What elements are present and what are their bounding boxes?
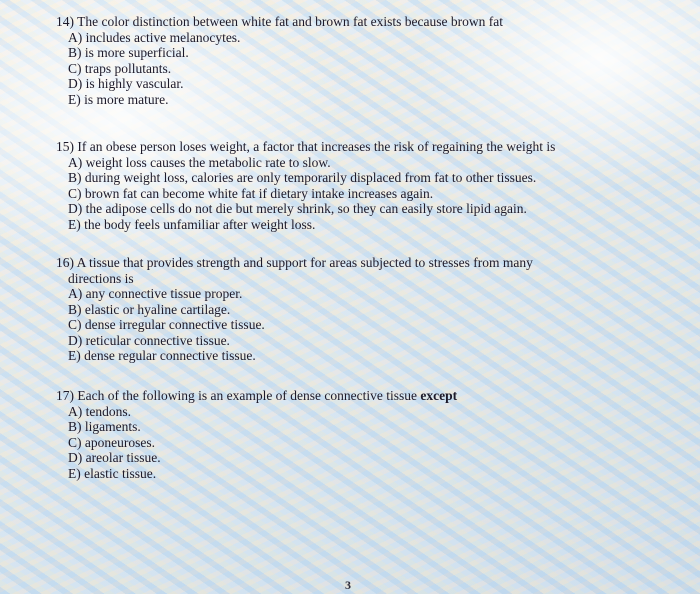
option-d: D) areolar tissue. xyxy=(68,450,161,465)
answer-options xyxy=(56,155,636,233)
option-c: C) brown fat can become white fat if dietary intake increases again. xyxy=(68,185,434,201)
answer-options xyxy=(56,286,616,364)
option-a: A) any connective tissue proper. xyxy=(68,286,243,301)
answer-options xyxy=(56,30,616,108)
option-e: E) elastic tissue. xyxy=(68,465,157,481)
question-stem: 16) A tissue that provides strength and support for areas subjected to stresses from many xyxy=(56,255,533,270)
question-stem: 14) The color distinction between white fat and brown fat exists because brown fat xyxy=(56,14,503,29)
option-d: D) is highly vascular. xyxy=(68,76,184,91)
option-b: B) ligaments. xyxy=(68,419,141,434)
option-a: A) weight loss causes the metabolic rate to slow. xyxy=(68,154,331,170)
page-number: 3 xyxy=(345,578,351,592)
option-b: B) during weight loss, calories are only temporarily displaced from fat to other tissues. xyxy=(68,170,537,185)
option-a: A) tendons. xyxy=(68,403,131,419)
option-a: A) includes active melanocytes. xyxy=(68,29,241,45)
question-stem: 17) Each of the following is an example of dense connective tissue xyxy=(56,388,418,403)
option-e: E) is more mature. xyxy=(68,91,169,107)
option-b: B) is more superficial. xyxy=(68,45,189,60)
option-d: D) the adipose cells do not die but merely shrink, so they can easily store lipid again. xyxy=(68,201,527,216)
question-14 xyxy=(56,14,616,107)
question-16 xyxy=(56,255,616,364)
answer-options xyxy=(56,404,576,482)
option-e: E) the body feels unfamiliar after weight loss. xyxy=(68,216,316,232)
option-c: C) aponeuroses. xyxy=(68,434,155,450)
question-stem-continued: directions is xyxy=(68,270,134,286)
option-b: B) elastic or hyaline cartilage. xyxy=(68,301,231,317)
question-15 xyxy=(56,139,636,232)
option-e: E) dense regular connective tissue. xyxy=(68,348,256,363)
question-stem: 15) If an obese person loses weight, a factor that increases the risk of regaining the weight is xyxy=(56,139,556,154)
option-d: D) reticular connective tissue. xyxy=(68,332,230,348)
question-stem-wrapper xyxy=(56,388,576,404)
question-stem-emphasis: except xyxy=(420,388,458,403)
option-c: C) dense irregular connective tissue. xyxy=(68,317,265,332)
question-17 xyxy=(56,388,576,481)
option-c: C) traps pollutants. xyxy=(68,60,172,76)
